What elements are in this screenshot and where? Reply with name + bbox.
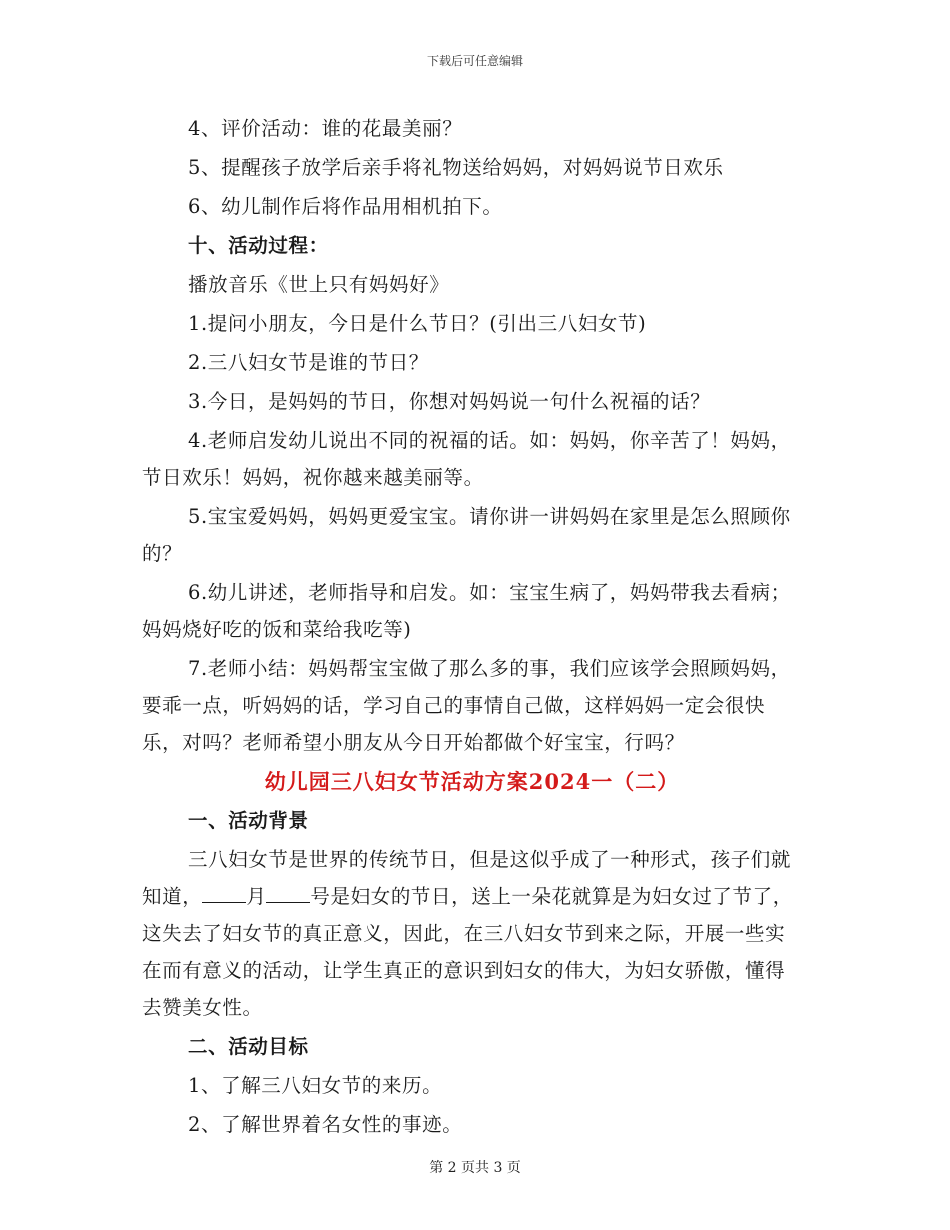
- step-6: 6.幼儿讲述，老师指导和启发。如：宝宝生病了，妈妈带我去看病；妈妈烧好吃的饭和菜给我吃等): [142, 581, 791, 641]
- page-footer: 第 2 页共 3 页: [429, 1160, 521, 1176]
- document-body: [142, 110, 802, 1145]
- goal-1: 1、了解三八妇女节的来历。: [188, 1074, 443, 1097]
- paragraph-item-5: 5、提醒孩子放学后亲手将礼物送给妈妈，对妈妈说节日欢乐: [188, 156, 724, 179]
- blank-month-line: [202, 882, 246, 903]
- section-heading-goals: 二、活动目标: [188, 1035, 309, 1058]
- background-month: 月: [246, 885, 267, 908]
- page-header: 下载后可任意编辑: [426, 54, 523, 68]
- background-text-part2: 号是妇女的节日，送上一朵花就算是为妇女过了节了，这失去了妇女节的真正意义，因此，在三八妇女节到来之际，开展一些实在而有意义的活动，让学生真正的意识到妇女的伟大，为妇女骄傲，懂得去赞美女性。: [142, 885, 793, 1019]
- paragraph-background: [142, 841, 802, 1026]
- step-2: 2.三八妇女节是谁的节日？: [188, 351, 429, 374]
- blank-day-line: [266, 882, 310, 903]
- document-title: 幼儿园三八妇女节活动方案2024一（二）: [264, 769, 680, 794]
- background-text-part1: 三八妇女节是世界的传统节日，但是这似乎成了一种形式，孩子们就知道，: [142, 848, 792, 908]
- step-1: 1.提问小朋友，今日是什么节日？(引出三八妇女节): [188, 312, 647, 335]
- step-7: 7.老师小结：妈妈帮宝宝做了那么多的事，我们应该学会照顾妈妈，要乖一点，听妈妈的话，学习自己的事情自己做，这样妈妈一定会很快乐，对吗？老师希望小朋友从今日开始都做个好宝宝，行吗？: [142, 657, 791, 754]
- paragraph-music: 播放音乐《世上只有妈妈好》: [188, 273, 450, 296]
- paragraph-item-4: 4、评价活动：谁的花最美丽？: [188, 117, 463, 140]
- step-5: 5.宝宝爱妈妈，妈妈更爱宝宝。请你讲一讲妈妈在家里是怎么照顾你的？: [142, 505, 791, 565]
- goal-2: 2、了解世界着名女性的事迹。: [188, 1113, 463, 1136]
- step-4: 4.老师启发幼儿说出不同的祝福的话。如：妈妈，你辛苦了！妈妈，节日欢乐！妈妈，祝你越来越美丽等。: [142, 429, 791, 489]
- section-heading-process: 十、活动过程：: [188, 234, 329, 257]
- step-3: 3.今日，是妈妈的节日，你想对妈妈说一句什么祝福的话？: [188, 390, 711, 413]
- paragraph-item-6: 6、幼儿制作后将作品用相机拍下。: [188, 195, 503, 218]
- section-heading-background: 一、活动背景: [188, 809, 309, 832]
